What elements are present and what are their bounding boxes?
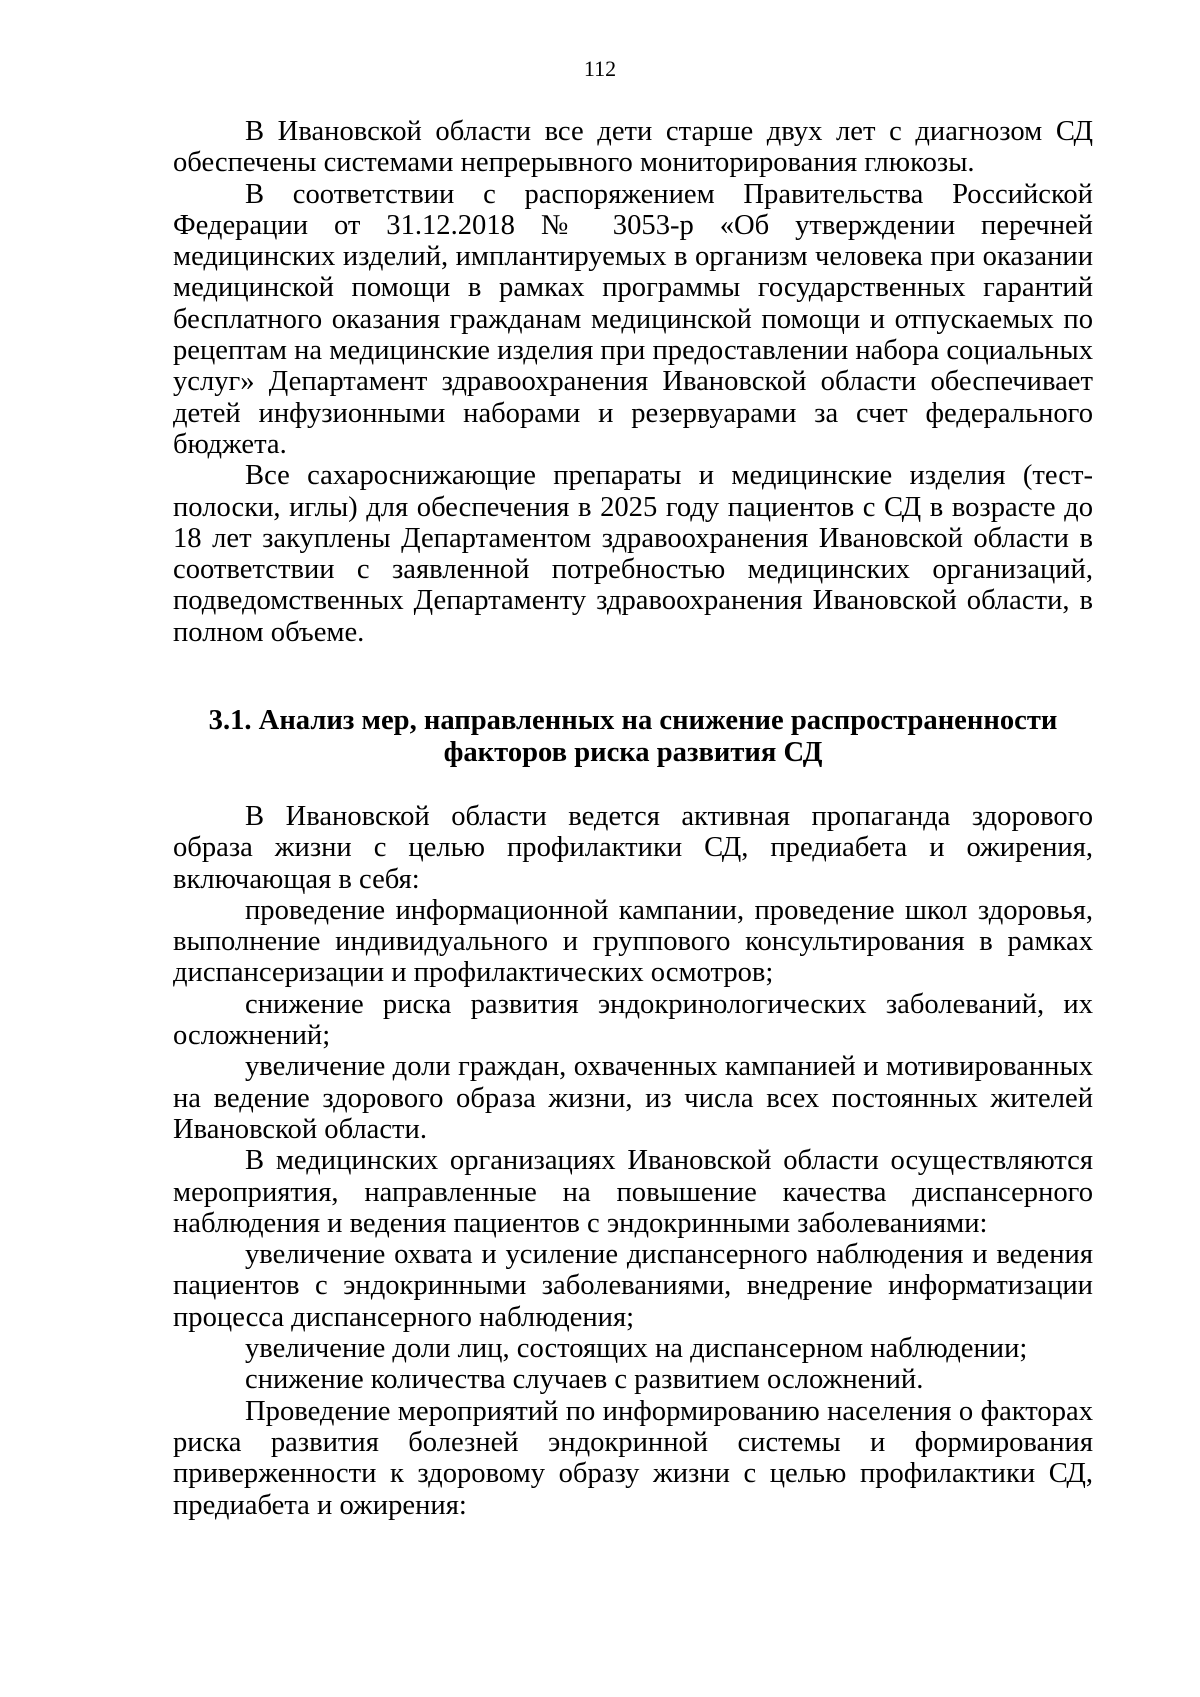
list-item: увеличение доли лиц, состоящих на диспансерном наблюдении; [245,1333,1028,1365]
paragraph: В Ивановской области ведется активная пропаганда здорового образа жизни с целью профилактики СД, предиабета и ожирения, включающая в себя: [173,801,1093,895]
section-text-block [173,801,1093,1521]
paragraph: Проведение мероприятий по информированию населения о факторах риска развития болезней эндокринной системы и формирования приверженности к здоровому образу жизни с целью профилактики СД, предиабета и ожирения: [173,1395,1093,1521]
paragraph: В медицинских организациях Ивановской области осуществляются мероприятия, направленные на повышение качества диспансерного наблюдения и ведения пациентов с эндокринными заболеваниями: [173,1145,1093,1239]
list-item: увеличение доли граждан, охваченных кампанией и мотивированных на ведение здорового образа жизни, из числа всех постоянных жителей Ивановской области. [173,1051,1093,1145]
paragraph: Все сахароснижающие препараты и медицинские изделия (тест-полоски, иглы) для обеспечения в 2025 году пациентов с СД в возрасте до 18 лет закуплены Департаментом здравоохранения Ивановской области в соответствии с заявленной потребностью медицинских организаций, подведомственных Департаменту здравоохранения Ивановской области, в полном объеме. [173,460,1093,648]
page-number: 112 [583,56,617,81]
list-item: проведение информационной кампании, проведение школ здоровья, выполнение индивидуального и группового консультирования в рамках диспансеризации и профилактических осмотров; [173,894,1093,989]
section-heading-line: факторов риска развития СД [443,736,823,768]
paragraph: В соответствии с распоряжением Правительства Российской Федерации от 31.12.2018 № 3053-р «Об утверждении перечней медицинских изделий, имплантируемых в организм человека при оказании медицинской помощи в рамках программы государственных гарантий бесплатного оказания гражданам медицинской помощи и отпускаемых по рецептам на медицинские изделия при предоставлении набора социальных услуг» Департамент здравоохранения Ивановской области обеспечивает детей инфузионными наборами и резервуарами за счет федерального бюджета. [173,178,1093,460]
intro-text-block [173,116,1093,648]
list-item: увеличение охвата и усиление диспансерного наблюдения и ведения пациентов с эндокринными заболеваниями, внедрение информатизации процесса диспансерного наблюдения; [173,1239,1093,1333]
section-heading-line: 3.1. Анализ мер, направленных на снижение распространенности [208,705,1058,736]
paragraph: В Ивановской области все дети старше двух лет с диагнозом СД обеспечены системами непрерывного мониторирования глюкозы. [173,116,1093,179]
list-item: снижение риска развития эндокринологических заболеваний, их осложнений; [173,988,1093,1052]
list-item: снижение количества случаев с развитием осложнений. [245,1364,924,1396]
section-heading [173,705,1093,768]
